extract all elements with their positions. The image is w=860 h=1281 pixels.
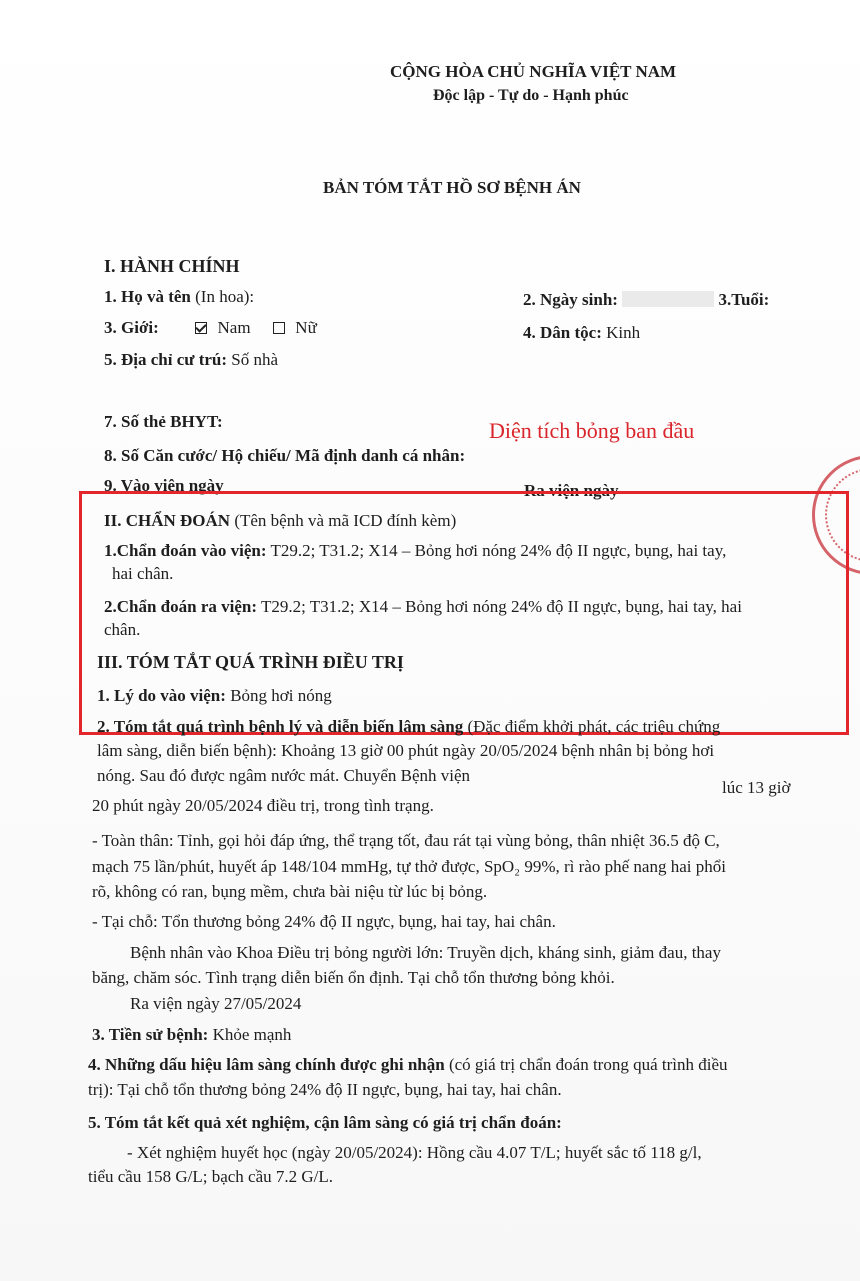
discharge-diagnosis-label: 2.Chẩn đoán ra viện: [104, 597, 258, 616]
id-label: 8. Số Căn cước/ Hộ chiếu/ Mã định danh cá nhân: [104, 446, 466, 465]
age-label: 3.Tuổi: [718, 290, 770, 309]
course-line4: 20 phút ngày 20/05/2024 điều trị, trong tình trạng. [92, 796, 434, 815]
local-line: - Tại chỗ: Tổn thương bỏng 24% độ II ngực, bụng, hai tay, hai chân. [92, 912, 556, 931]
course-line3a: nóng. Sau đó được ngâm nước mát. Chuyển Bệnh viện [97, 766, 471, 785]
signs-label: 4. Những dấu hiệu lâm sàng chính được ghi nhận [88, 1055, 445, 1074]
treatment-line1: Bệnh nhân vào Khoa Điều trị bỏng người lớn: Truyền dịch, kháng sinh, giảm đau, thay [130, 943, 721, 962]
admit-diagnosis-cont: hai chân. [112, 564, 174, 583]
gender-label: 3. Giới: [104, 318, 159, 337]
course-row [97, 717, 720, 737]
document-title: BẢN TÓM TẮT HỒ SƠ BỆNH ÁN [323, 178, 581, 197]
discharge-label: Ra viện ngày [524, 481, 619, 500]
address-row [104, 350, 278, 370]
course-line2: lâm sàng, diễn biến bệnh): Khoảng 13 giờ 00 phút ngày 20/05/2024 bệnh nhân bị bỏng hơi [97, 741, 715, 760]
ethnic-value: Kinh [606, 323, 641, 342]
discharge-diagnosis-cont: chân. [104, 620, 141, 639]
reason-label: 1. Lý do vào viện: [97, 686, 226, 705]
course-note: (Đặc điểm khởi phát, các triệu chứng [467, 717, 721, 736]
section2-heading-note: (Tên bệnh và mã ICD đính kèm) [234, 511, 457, 530]
admit-diagnosis-label: 1.Chẩn đoán vào viện: [104, 541, 267, 560]
address-label: 5. Địa chỉ cư trú: [104, 350, 228, 369]
section2-heading: II. CHẨN ĐOÁN [104, 511, 231, 530]
redacted-dob [622, 291, 714, 307]
discharge-diagnosis-value: T29.2; T31.2; X14 – Bỏng hơi nóng 24% độ II ngực, bụng, hai tay, hai [260, 597, 742, 616]
male-label: Nam [217, 318, 251, 337]
motto: Độc lập - Tự do - Hạnh phúc [433, 87, 629, 104]
admit-diagnosis-value: T29.2; T31.2; X14 – Bỏng hơi nóng 24% độ II ngực, bụng, hai tay, [270, 541, 727, 560]
general-line3: rõ, không có ran, bụng mềm, chưa bài niệu từ lúc bị bỏng. [92, 882, 488, 901]
section2-heading-row [104, 511, 456, 531]
course-label: 2. Tóm tắt quá trình bệnh lý và diễn biến lâm sàng [97, 717, 464, 736]
signs-row [88, 1055, 728, 1075]
burn-area-annotation: Diện tích bỏng ban đầu [489, 418, 695, 443]
female-checkbox[interactable] [273, 322, 285, 334]
address-value: Số nhà [231, 350, 279, 369]
female-label: Nữ [295, 318, 317, 337]
tests-line1: - Xét nghiệm huyết học (ngày 20/05/2024): Hồng cầu 4.07 T/L; huyết sắc tố 118 g/l, [127, 1143, 702, 1162]
gender-row [104, 318, 317, 338]
ethnic-row [523, 323, 640, 343]
male-checkbox[interactable] [195, 322, 207, 334]
general-line2: mạch 75 lần/phút, huyết áp 148/104 mmHg, tự thở được, SpO₂ 99%, rì rào phế nang hai phổi [92, 857, 726, 876]
signs-note: (có giá trị chẩn đoán trong quá trình điều [448, 1055, 728, 1074]
insurance-label: 7. Số thẻ BHYT: [104, 412, 223, 431]
admit-diagnosis-row [104, 541, 726, 561]
tests-label: 5. Tóm tắt kết quả xét nghiệm, cận lâm sàng có giá trị chẩn đoán: [88, 1113, 562, 1132]
dob-row [523, 290, 769, 310]
dob-label: 2. Ngày sinh: [523, 290, 618, 309]
treatment-line2: băng, chăm sóc. Tình trạng diễn biến ổn định. Tại chỗ tổn thương bỏng khỏi. [92, 968, 615, 987]
tests-line2: tiểu cầu 158 G/L; bạch cầu 7.2 G/L. [88, 1167, 334, 1186]
section1-heading: I. HÀNH CHÍNH [104, 256, 240, 276]
history-label: 3. Tiền sử bệnh: [92, 1025, 209, 1044]
general-line1: - Toàn thân: Tỉnh, gọi hỏi đáp ứng, thể trạng tốt, đau rát tại vùng bỏng, thân nhiệt 36.5 độ C, [92, 831, 720, 850]
ethnic-label: 4. Dân tộc: [523, 323, 602, 342]
history-row [92, 1025, 291, 1045]
reason-row [97, 686, 332, 706]
name-row [104, 287, 254, 307]
name-label: 1. Họ và tên [104, 287, 191, 306]
history-value: Khỏe mạnh [212, 1025, 292, 1044]
section3-heading: III. TÓM TẮT QUÁ TRÌNH ĐIỀU TRỊ [97, 652, 404, 672]
signs-line2: trị): Tại chỗ tổn thương bỏng 24% độ II ngực, bụng, hai tay, hai chân. [88, 1080, 562, 1099]
discharge-date-line: Ra viện ngày 27/05/2024 [130, 994, 302, 1013]
reason-value: Bỏng hơi nóng [230, 686, 332, 705]
admission-label: 9. Vào viện ngày [104, 476, 224, 495]
discharge-diagnosis-row [104, 597, 742, 617]
name-note: (In hoa): [195, 287, 255, 306]
republic-heading: CỘNG HÒA CHỦ NGHĨA VIỆT NAM [390, 62, 677, 81]
course-line3b: lúc 13 giờ [722, 778, 791, 797]
